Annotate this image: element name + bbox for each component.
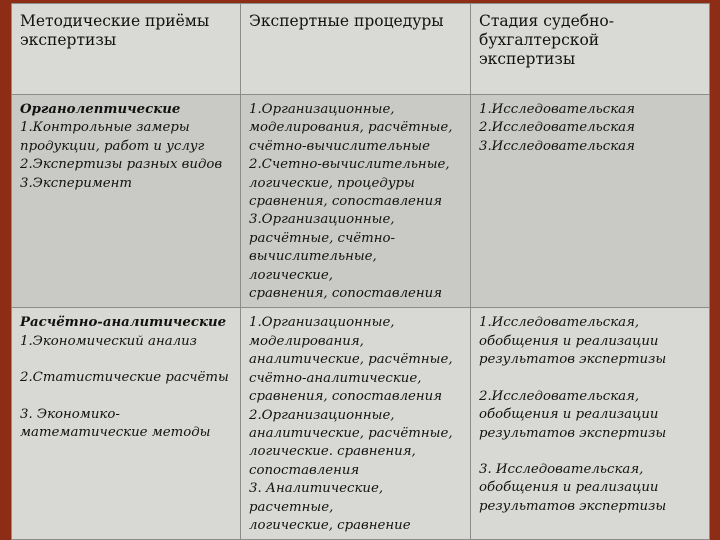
expertise-table xyxy=(11,3,710,540)
method-item: 3. Экономико- математические методы xyxy=(20,406,211,441)
procedures-cell xyxy=(241,308,471,540)
spacer xyxy=(20,388,234,406)
spacer xyxy=(479,443,703,461)
procedure-list: 1.Организационные, моделирования, расчётные, счётно-вычислительные 2.Счетно-вычислительные, логические, процедуры сравнения, сопоставления 3.Организационные, расчётные, счётно- вычислительные, логические, сравнения, сопоставления xyxy=(249,102,453,302)
stage-item: 1.Исследовательская, обобщения и реализации результатов экспертизы xyxy=(479,315,667,368)
stage-item: 2.Исследовательская, обобщения и реализации результатов экспертизы xyxy=(479,388,667,441)
procedure-list: 1.Организационные, моделирования, аналитические, расчётные, счётно-аналитические, сравнения, сопоставления 2.Организационные, аналитические, расчётные, логические. сравнения, сопоставления 3. Аналитические, расчетные, логические, сравнение xyxy=(249,315,453,533)
table-row xyxy=(12,308,710,540)
method-item: 1.Экономический анализ xyxy=(20,333,197,349)
procedures-cell xyxy=(241,95,471,308)
methods-cell xyxy=(12,95,241,308)
table-row xyxy=(12,95,710,308)
header-stage: Стадия судебно- бухгалтерской экспертизы xyxy=(471,4,710,95)
header-procedures: Экспертные процедуры xyxy=(241,4,471,95)
header-methods: Методические приёмы экспертизы xyxy=(12,4,241,95)
stage-list: 1.Исследовательская 2.Исследовательская 3.Исследовательская xyxy=(479,102,635,154)
spacer xyxy=(479,370,703,388)
stage-cell xyxy=(471,95,710,308)
stage-item: 3. Исследовательская, обобщения и реализации результатов экспертизы xyxy=(479,461,667,514)
table-header-row xyxy=(12,4,710,95)
methods-cell xyxy=(12,308,241,540)
method-list: 1.Контрольные замеры продукции, работ и услуг 2.Экспертизы разных видов 3.Эксперимент xyxy=(20,120,223,191)
stage-cell xyxy=(471,308,710,540)
method-group-title: Расчётно-аналитические xyxy=(20,315,227,331)
method-item: 2.Статистические расчёты xyxy=(20,370,229,386)
spacer xyxy=(20,351,234,369)
method-group-title: Органолептические xyxy=(20,102,181,117)
